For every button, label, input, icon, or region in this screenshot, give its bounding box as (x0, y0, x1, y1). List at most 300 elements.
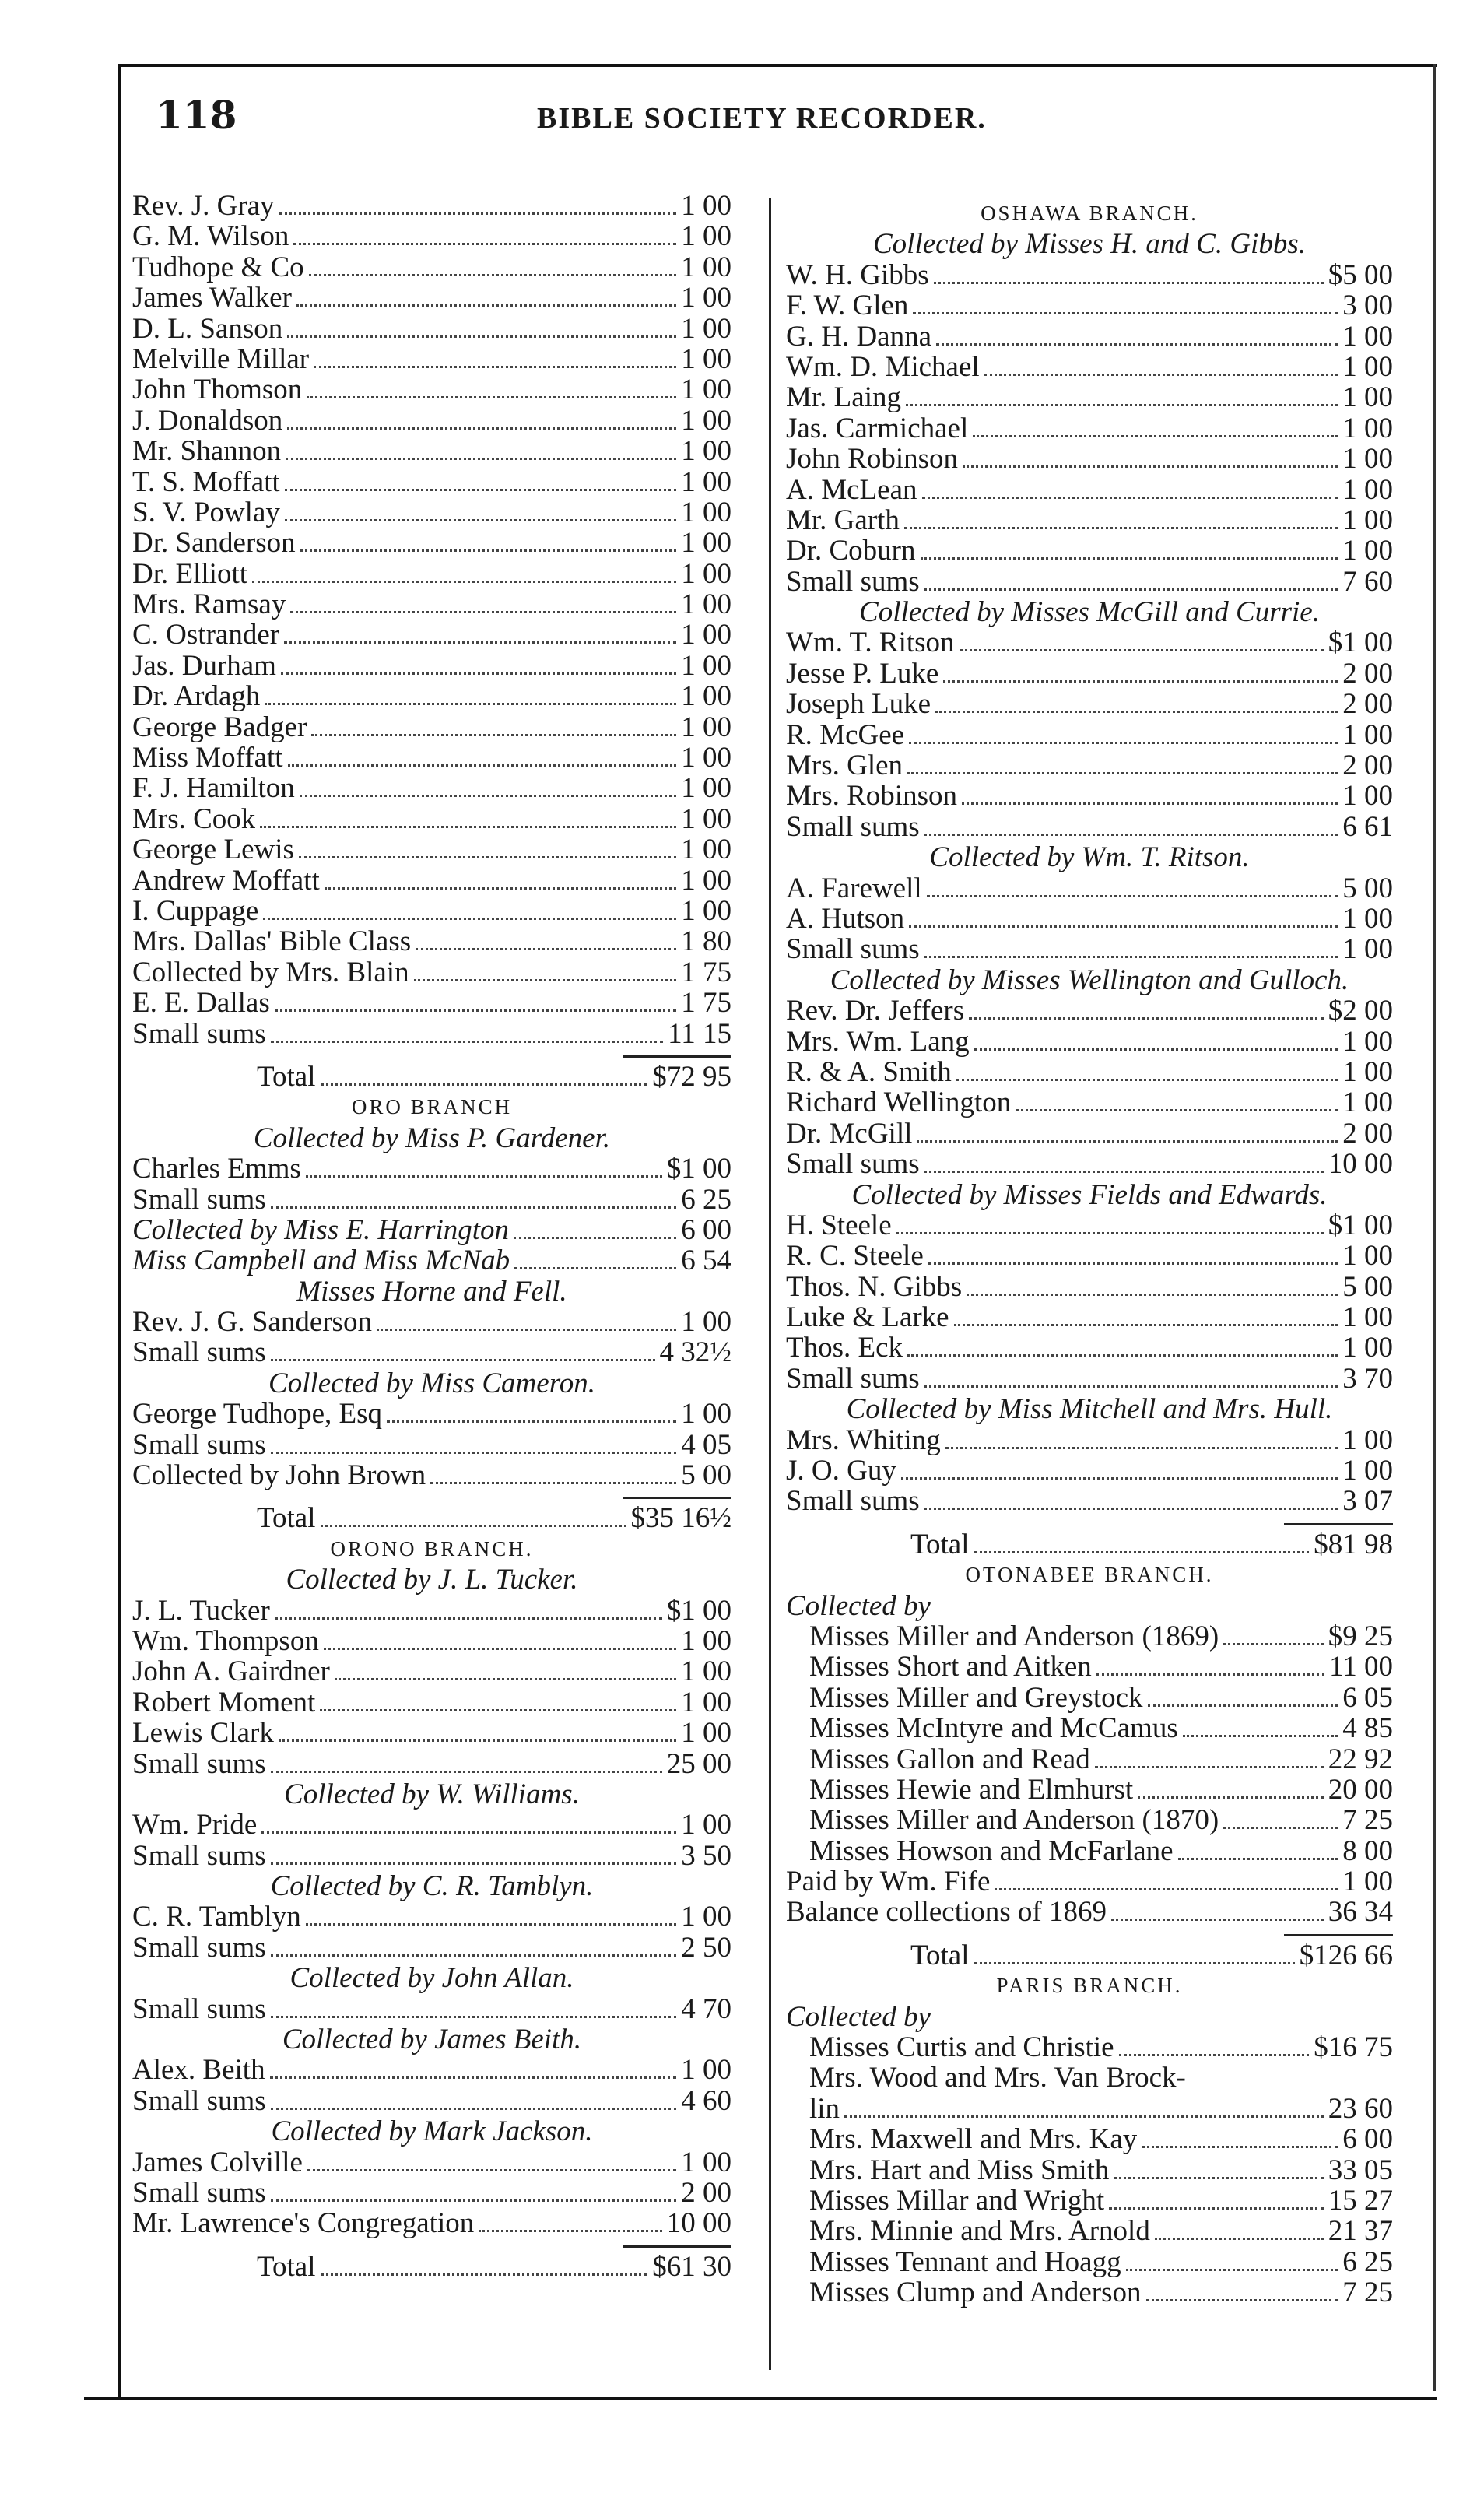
ledger-entry (786, 1744, 1393, 1775)
entry-amount: $5 00 (1328, 258, 1393, 291)
entry-name: Collected by John Brown (132, 1460, 426, 1491)
entry-name: Small sums (132, 2085, 266, 2117)
dot-leader (1016, 1109, 1338, 1111)
ledger-entry (786, 444, 1393, 474)
dot-leader (1142, 2146, 1338, 2148)
entry-name: Rev. J. Gray (132, 191, 275, 222)
entry-name: Charles Emms (132, 1153, 301, 1185)
dot-leader (901, 1477, 1338, 1480)
entry-amount: 7 25 (1342, 1804, 1393, 1837)
dot-leader (1155, 2238, 1324, 2240)
entry-amount: 1 00 (681, 404, 731, 437)
total-rule (132, 1490, 731, 1503)
collector-heading: Collected by Misses Fields and Edwards. (851, 1178, 1328, 1211)
dot-leader (299, 856, 676, 858)
entry-amount: $1 00 (1328, 627, 1393, 659)
total-row (132, 1503, 731, 1533)
entry-name: Dr. Sanderson (132, 528, 296, 559)
dot-leader (935, 711, 1338, 713)
branch-heading: ORONO BRANCH. (330, 1536, 534, 1560)
entry-amount: 7 60 (1342, 565, 1393, 598)
ledger-entry (786, 750, 1393, 781)
entry-name: James Walker (132, 283, 292, 314)
entry-amount: 1 00 (1342, 1455, 1393, 1487)
entry-amount: 1 00 (1342, 1087, 1393, 1119)
entry-amount: 1 00 (681, 496, 731, 528)
dot-leader (909, 742, 1338, 744)
ledger-entry (786, 1425, 1393, 1455)
entry-name: H. Steele (786, 1209, 892, 1241)
dot-leader (924, 1385, 1338, 1388)
ledger-entry (786, 2094, 1393, 2124)
ledger-entry (132, 1718, 731, 1748)
entry-amount: 1 00 (681, 1717, 731, 1750)
entry-amount: 1 00 (681, 190, 731, 222)
entry-amount: 1 00 (1342, 443, 1393, 476)
entry-name: Mr. Shannon (132, 436, 282, 467)
entry-name: J. Donaldson (132, 405, 283, 437)
dot-leader (285, 489, 676, 491)
ledger-entry (786, 1272, 1393, 1302)
dot-leader (844, 2115, 1324, 2118)
entry-amount: 6 05 (1342, 1681, 1393, 1714)
collector-heading: Collected by (786, 1589, 931, 1622)
entry-name: Small sums (786, 811, 920, 843)
entry-amount: 1 00 (681, 312, 731, 345)
entry-name: Small sums (132, 1184, 266, 1215)
entry-amount: 1 00 (1342, 1332, 1393, 1364)
total-label: Total (910, 1528, 970, 1560)
ledger-entry (132, 252, 731, 283)
ledger-entry (786, 535, 1393, 566)
ledger-entry (786, 995, 1393, 1026)
entry-name: Thos. N. Gibbs (786, 1271, 963, 1303)
dot-leader (320, 1709, 676, 1711)
dot-leader (270, 2076, 677, 2079)
entry-amount: 8 00 (1342, 1834, 1393, 1867)
entry-amount: 22 92 (1328, 1743, 1393, 1775)
dot-leader (934, 282, 1324, 284)
entry-name: Dr. Coburn (786, 535, 916, 567)
ledger-entry (786, 505, 1393, 535)
entry-amount: 1 75 (681, 987, 731, 1020)
ledger-entry (132, 2147, 731, 2178)
entry-name: Mrs. Glen (786, 750, 903, 781)
entry-amount: 1 00 (681, 220, 731, 253)
entry-amount: 1 00 (1342, 473, 1393, 506)
running-head: BIBLE SOCIETY RECORDER. (537, 102, 987, 135)
entry-amount: 1 00 (1342, 1055, 1393, 1088)
dot-leader (936, 343, 1338, 346)
entry-name: Mrs. Ramsay (132, 589, 286, 620)
entry-name: Small sums (786, 1149, 920, 1180)
ledger-entry (786, 290, 1393, 321)
dot-leader (387, 1420, 676, 1423)
dot-leader (321, 2273, 648, 2276)
dot-leader (306, 1923, 677, 1926)
dot-leader (1095, 1766, 1324, 1768)
dot-leader (430, 1482, 676, 1484)
entry-name: Luke & Larke (786, 1302, 949, 1333)
entry-name: A. McLean (786, 474, 917, 505)
dot-leader (922, 497, 1338, 499)
dot-leader (1146, 2299, 1338, 2301)
dot-leader (265, 703, 676, 705)
collector-heading: Collected by J. L. Tucker. (286, 1564, 578, 1596)
ledger-entry (786, 1805, 1393, 1835)
entry-name: Misses Clump and Anderson (809, 2277, 1142, 2308)
ledger-entry (132, 1245, 731, 1276)
entry-name: R. & A. Smith (786, 1056, 952, 1088)
entry-name: Small sums (786, 1486, 920, 1517)
entry-amount: 1 00 (681, 742, 731, 774)
entry-name: W. H. Gibbs (786, 259, 929, 291)
dot-leader (963, 465, 1338, 468)
dot-leader (973, 435, 1338, 437)
entry-amount: 5 00 (681, 1459, 731, 1492)
dot-leader (263, 918, 676, 920)
ledger-entry (132, 283, 731, 313)
entry-amount: 3 70 (1342, 1362, 1393, 1395)
dot-leader (288, 764, 677, 767)
entry-name: Small sums (132, 1840, 266, 1872)
entry-amount: 1 00 (681, 864, 731, 897)
frame-top-rule (118, 64, 1437, 67)
entry-name: Misses Miller and Greystock (809, 1682, 1143, 1714)
entry-amount: 6 00 (1342, 2123, 1393, 2156)
entry-amount: 1 00 (681, 374, 731, 406)
dot-leader (271, 1452, 677, 1454)
ledger-entry (132, 1810, 731, 1840)
collector-heading: Collected by Miss P. Gardener. (253, 1122, 611, 1154)
entry-name: Dr. Elliott (132, 558, 247, 590)
entry-name: lin (809, 2093, 840, 2125)
ledger-entry (786, 1118, 1393, 1149)
entry-name: John A. Gairdner (132, 1656, 330, 1687)
ledger-entry (786, 873, 1393, 904)
entry-amount: 1 00 (681, 894, 731, 927)
entry-name: George Badger (132, 711, 307, 743)
entry-name: Mr. Lawrence's Congregation (132, 2208, 475, 2239)
dot-leader (416, 948, 676, 950)
entry-amount: 6 25 (1342, 2245, 1393, 2278)
entry-name: Small sums (786, 934, 920, 965)
entry-name: Mrs. Minnie and Mrs. Arnold (809, 2216, 1150, 2247)
dot-leader (967, 1294, 1338, 1296)
dot-leader (995, 1888, 1338, 1890)
ledger-entry (786, 1621, 1393, 1652)
dot-leader (896, 1232, 1324, 1234)
dot-leader (284, 641, 676, 644)
ledger-entry (786, 1836, 1393, 1866)
ledger-entry (132, 1841, 731, 1871)
ledger-entry (786, 2185, 1393, 2216)
frame-right-rule (1433, 64, 1436, 2391)
entry-name: Small sums (786, 566, 920, 598)
dot-leader (271, 1954, 677, 1957)
collector-heading: Collected by Misses Wellington and Gulloch. (830, 964, 1349, 996)
total-amount: $72 95 (652, 1060, 731, 1093)
entry-amount: 4 32½ (659, 1336, 731, 1369)
branch-heading: ORO BRANCH (351, 1095, 513, 1119)
dot-leader (300, 549, 677, 552)
entry-amount: 1 00 (681, 1624, 731, 1657)
entry-amount: 1 00 (1342, 535, 1393, 567)
entry-amount: 1 00 (1342, 780, 1393, 813)
ledger-entry (132, 191, 731, 221)
total-row (132, 1062, 731, 1092)
entry-name: Misses Tennant and Hoagg (809, 2246, 1121, 2278)
entry-amount: 1 00 (681, 557, 731, 590)
entry-name: Wm. Thompson (132, 1625, 319, 1657)
dot-leader (969, 1017, 1324, 1020)
entry-name: Robert Moment (132, 1687, 316, 1718)
dot-leader (271, 1771, 662, 1773)
dot-leader (974, 1962, 1295, 1964)
ledger-entry (786, 1897, 1393, 1927)
entry-name: Dr. Ardagh (132, 681, 261, 712)
entry-amount: 1 00 (681, 588, 731, 621)
dot-leader (906, 404, 1338, 406)
ledger-entry (132, 773, 731, 803)
ledger-entry (786, 1455, 1393, 1486)
entry-amount: 36 34 (1328, 1896, 1393, 1929)
ledger-entry (132, 1901, 731, 1932)
dot-leader (279, 212, 677, 215)
total-rule (132, 1049, 731, 1062)
entry-name: Miss Moffatt (132, 742, 283, 774)
dot-leader (960, 649, 1324, 651)
entry-amount: 2 00 (1342, 1117, 1393, 1150)
entry-amount: 1 00 (1342, 933, 1393, 966)
entry-amount: 2 50 (681, 1931, 731, 1964)
ledger-entry (132, 988, 731, 1018)
entry-amount: $1 00 (666, 1594, 731, 1627)
dot-leader (271, 1206, 677, 1209)
entry-amount: 1 00 (681, 649, 731, 682)
entry-amount: 1 00 (1342, 504, 1393, 536)
ledger-entry (786, 781, 1393, 811)
dot-leader (414, 979, 677, 981)
entry-name: S. V. Powlay (132, 497, 280, 528)
dot-leader (974, 1551, 1310, 1553)
entry-name: T. S. Moffatt (132, 466, 280, 497)
entry-name: Mr. Laing (786, 382, 901, 413)
entry-amount: $16 75 (1314, 2031, 1393, 2064)
entry-name: Small sums (132, 1993, 266, 2025)
ledger-entry (132, 2086, 731, 2116)
entry-name: Small sums (132, 2178, 266, 2209)
entry-name: Small sums (786, 1363, 920, 1395)
entry-amount: 1 00 (681, 251, 731, 283)
ledger-entry (132, 497, 731, 528)
dot-leader (1109, 2207, 1324, 2210)
collector-heading: Collected by Miss Mitchell and Mrs. Hull. (846, 1393, 1333, 1426)
entry-amount: 33 05 (1328, 2154, 1393, 2186)
collector-heading: Collected by Wm. T. Ritson. (929, 841, 1250, 874)
dot-leader (479, 2230, 662, 2232)
entry-name: Thos. Eck (786, 1332, 903, 1364)
ledger-entry (132, 651, 731, 681)
entry-amount: 1 00 (1342, 1424, 1393, 1456)
ledger-entry (786, 1364, 1393, 1394)
ledger-entry (132, 2178, 731, 2208)
collector-heading: Misses Horne and Fell. (296, 1275, 567, 1308)
ledger-entry (132, 1307, 731, 1337)
entry-amount: 1 00 (681, 1306, 731, 1339)
dot-leader (281, 672, 676, 675)
dot-leader (924, 1508, 1338, 1510)
entry-name: Wm. Pride (132, 1810, 258, 1841)
ledger-entry (786, 1713, 1393, 1743)
entry-name: Dr. McGill (786, 1118, 913, 1150)
dot-leader (285, 519, 676, 521)
entry-amount: 3 00 (1342, 290, 1393, 322)
entry-name: R. C. Steele (786, 1241, 924, 1272)
dot-leader (271, 1041, 663, 1043)
ledger-entry (786, 2124, 1393, 2154)
ledger-entry (132, 1215, 731, 1245)
ledger-entry (786, 1241, 1393, 1271)
entry-name: Joseph Luke (786, 689, 931, 720)
ledger-entry (132, 374, 731, 405)
entry-amount: 1 00 (681, 711, 731, 743)
dot-leader (321, 1083, 648, 1086)
ledger-entry (132, 1337, 731, 1367)
collector-heading: Collected by John Allan. (289, 1962, 574, 1995)
entry-name: Balance collections of 1869 (786, 1897, 1107, 1928)
dot-leader (271, 2016, 677, 2018)
entry-amount: 4 60 (681, 2084, 731, 2117)
ledger-entry (132, 1933, 731, 1963)
entry-name: Mrs. Wm. Lang (786, 1026, 970, 1057)
entry-name: Jas. Durham (132, 650, 276, 682)
dot-leader (1223, 1643, 1324, 1645)
entry-amount: 10 00 (1328, 1148, 1393, 1181)
entry-amount: 25 00 (666, 1747, 731, 1780)
entry-amount: 1 00 (681, 1686, 731, 1718)
entry-name: C. R. Tamblyn (132, 1901, 301, 1933)
ledger-entry (786, 812, 1393, 842)
dot-leader (1126, 2269, 1338, 2271)
ledger-entry (786, 567, 1393, 597)
dot-leader (314, 366, 676, 368)
entry-name: Mrs. Robinson (786, 781, 957, 812)
ledger-entry (786, 1652, 1393, 1682)
ledger-entry (786, 1866, 1393, 1897)
ledger-entry (786, 260, 1393, 290)
ledger-entry (132, 436, 731, 466)
dot-leader (275, 1009, 677, 1012)
ledger-entry (132, 559, 731, 589)
entry-name: Mrs. Maxwell and Mrs. Kay (809, 2124, 1138, 2155)
total-label: Total (257, 2250, 316, 2283)
entry-amount: $2 00 (1328, 995, 1393, 1027)
total-row (786, 1529, 1393, 1560)
entry-name: John Robinson (786, 444, 959, 475)
dot-leader (924, 956, 1338, 958)
ledger-entry (786, 1775, 1393, 1805)
ledger-entry (132, 1596, 731, 1626)
entry-name: Jesse P. Luke (786, 658, 939, 690)
entry-name: C. Ostrander (132, 620, 280, 651)
dot-leader (1119, 2054, 1310, 2056)
entry-amount: 1 00 (681, 342, 731, 375)
entry-amount: 1 00 (681, 1655, 731, 1688)
entry-name: Wm. T. Ritson (786, 627, 955, 658)
entry-amount: $1 00 (666, 1153, 731, 1185)
dot-leader (1111, 1919, 1324, 1921)
ledger-entry (786, 1302, 1393, 1332)
total-amount: $126 66 (1299, 1939, 1393, 1971)
ledger-entry (132, 467, 731, 497)
dot-leader (514, 1237, 676, 1239)
entry-name: A. Farewell (786, 872, 922, 904)
entry-amount: 1 00 (1342, 320, 1393, 353)
ledger-entry (132, 1656, 731, 1687)
entry-amount: 1 00 (681, 465, 731, 498)
entry-amount: 1 00 (681, 1809, 731, 1841)
entry-name: Miss Campbell and Miss McNab (132, 1245, 510, 1276)
entry-name: Andrew Moffatt (132, 865, 320, 896)
entry-name: Richard Wellington (786, 1087, 1012, 1118)
ledger-entry (786, 658, 1393, 689)
total-amount: $35 16½ (630, 1502, 731, 1535)
dot-leader (956, 1079, 1338, 1081)
dot-leader (917, 1140, 1338, 1143)
dot-leader (306, 1175, 662, 1178)
collector-heading: Collected by Mark Jackson. (271, 2115, 593, 2148)
entry-amount: 11 00 (1329, 1651, 1393, 1683)
entry-amount: 1 00 (681, 680, 731, 713)
entry-amount: 1 00 (1342, 1240, 1393, 1273)
entry-amount: 10 00 (666, 2207, 731, 2240)
dot-leader (924, 1171, 1324, 1173)
ledger-entry (132, 1185, 731, 1215)
ledger-entry (132, 681, 731, 711)
ledger-entry (786, 1683, 1393, 1713)
ledger-entry (132, 528, 731, 558)
dot-leader (1096, 1673, 1324, 1676)
branch-heading: PARIS BRANCH. (996, 1974, 1183, 1998)
branch-heading: OTONABEE BRANCH. (965, 1563, 1214, 1587)
dot-leader (271, 1359, 655, 1361)
dot-leader (287, 427, 676, 430)
entry-name: Misses Short and Aitken (809, 1652, 1092, 1683)
entry-name: A. Hutson (786, 903, 905, 935)
dot-leader (300, 795, 676, 797)
ledger-entry (786, 1210, 1393, 1241)
entry-name: Mrs. Dallas' Bible Class (132, 926, 412, 957)
entry-amount: 4 70 (681, 1992, 731, 2025)
dot-leader (1138, 1796, 1324, 1799)
entry-amount: 23 60 (1328, 2092, 1393, 2125)
dot-leader (287, 335, 676, 338)
dot-leader (311, 734, 676, 736)
collector-heading: Collected by C. R. Tamblyn. (270, 1870, 594, 1903)
dot-leader (309, 274, 677, 276)
dot-leader (909, 925, 1338, 928)
dot-leader (921, 557, 1338, 560)
entry-amount: 1 75 (681, 956, 731, 988)
entry-amount: 1 00 (681, 282, 731, 314)
ledger-entry (132, 865, 731, 896)
ledger-entry (132, 1626, 731, 1656)
entry-amount: 6 54 (681, 1244, 731, 1277)
entry-name: Small sums (132, 1337, 266, 1368)
entry-amount: 1 00 (681, 619, 731, 651)
ledger-entry (786, 2247, 1393, 2277)
